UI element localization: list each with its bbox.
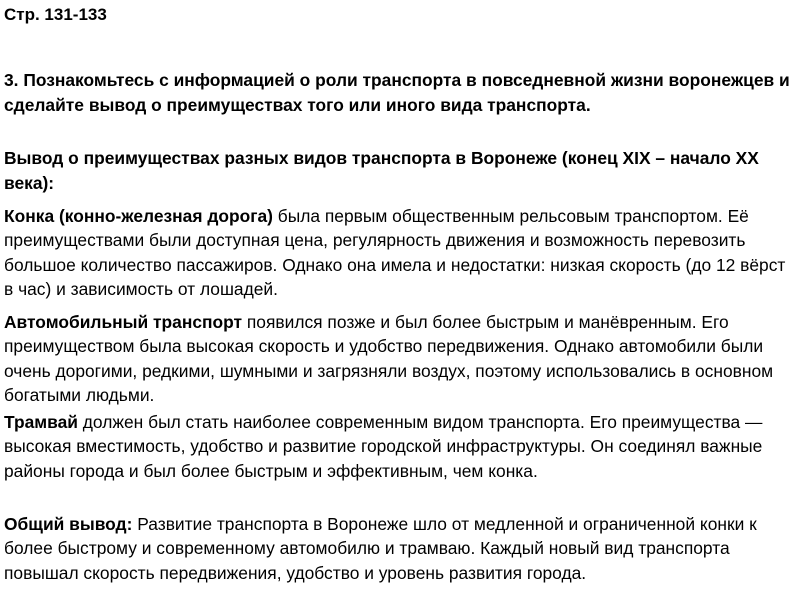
task-text: 3. Познакомьтесь с информацией о роли транспорта в повседневной жизни воронежцев и сделайте вывод о преимуществах того или иного вида транспорта. [4, 70, 790, 115]
paragraph-summary [4, 512, 798, 585]
text-tram: должен был стать наиболее современным видом транспорта. Его преимущества — высокая вместимость, удобство и развитие городской инфраструктуры. Он соединял важные районы города и был более быстрым и эффективным, чем конка. [4, 412, 763, 481]
term-summary: Общий вывод: [4, 514, 133, 534]
paragraph-konka [4, 204, 798, 302]
conclusion-heading: Вывод о преимуществах разных видов транспорта в Воронеже (конец XIX – начало XX века): [4, 148, 759, 193]
term-tram: Трамвай [4, 412, 78, 432]
paragraph-tram [4, 410, 798, 483]
term-auto: Автомобильный транспорт [4, 312, 243, 332]
term-konka: Конка (конно-железная дорога) [4, 206, 273, 226]
paragraph-auto [4, 310, 798, 408]
text-konka: была первым общественным рельсовым транспортом. Её преимуществами были доступная цена, регулярность движения и возможность перевозить большое количество пассажиров. Однако она имела и недостатки: низкая скорость (до 12 вёрст в час) и зависимость от лошадей. [4, 206, 786, 300]
text-auto: появился позже и был более быстрым и манёвренным. Его преимуществом была высокая скорость и удобство передвижения. Однако автомобили были очень дорогими, редкими, шумными и загрязняли воздух, поэтому использовались в основном богатыми людьми. [4, 312, 774, 406]
text-summary: Развитие транспорта в Воронеже шло от медленной и ограниченной конки к более быстрому и современному автомобилю и трамваю. Каждый новый вид транспорта повышал скорость передвижения, удобство и уровень развития города. [4, 514, 757, 583]
page-reference: Стр. 131-133 [4, 5, 107, 24]
